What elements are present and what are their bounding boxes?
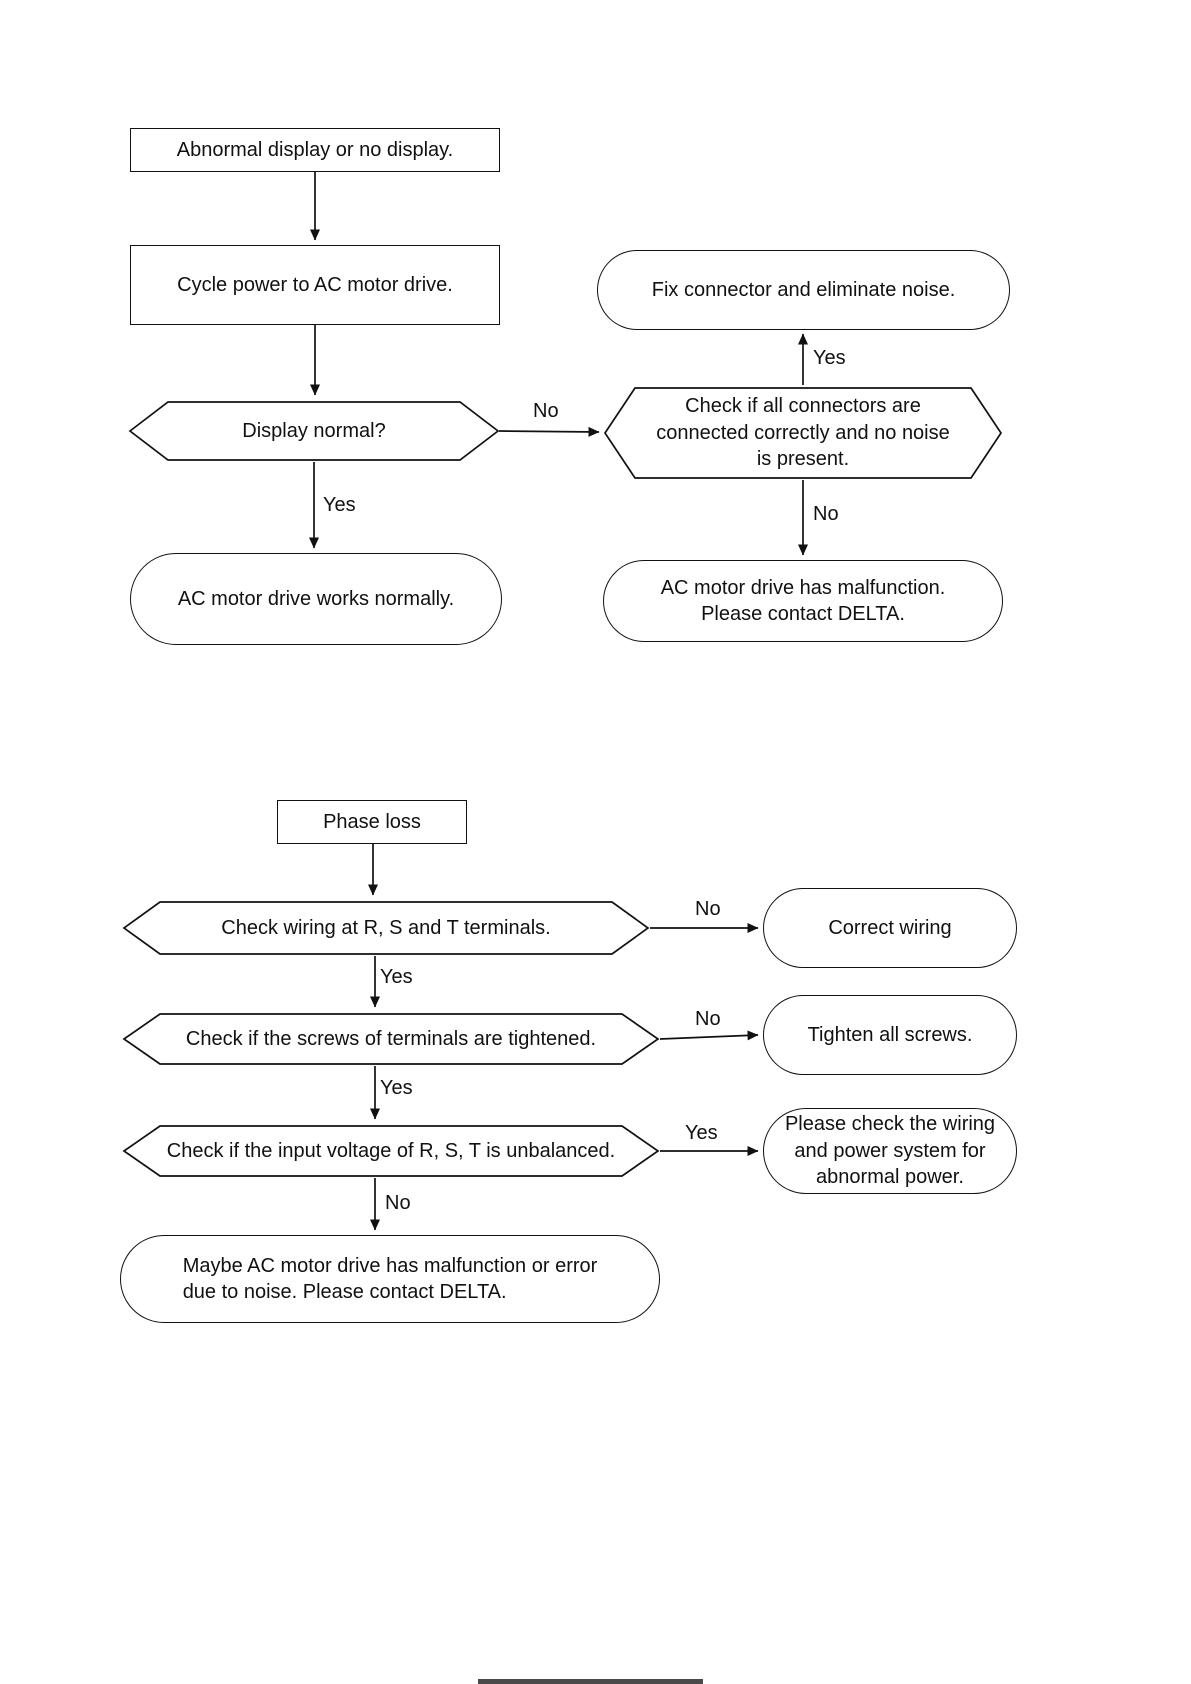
node-fix-connector xyxy=(597,250,1010,330)
edge-label-screws-yes: Yes xyxy=(380,1077,413,1099)
node-cycle-power xyxy=(130,245,500,325)
edge-label-display-no: No xyxy=(533,400,559,422)
edge-label-connectors-yes: Yes xyxy=(813,347,846,369)
node-check-power-system-label: Please check the wiring and power system for abnormal power. xyxy=(784,1113,996,1189)
node-works-normally xyxy=(130,553,502,645)
decision-check-voltage-label: Check if the input voltage of R, S, T is unbalanced. xyxy=(166,1139,616,1162)
node-tighten-screws xyxy=(763,995,1017,1075)
decision-check-screws xyxy=(122,1012,660,1066)
edge-label-wiring-no: No xyxy=(695,898,721,920)
edge-label-connectors-no: No xyxy=(813,503,839,525)
edge-label-display-yes: Yes xyxy=(323,494,356,516)
node-phase-loss-label: Phase loss xyxy=(323,810,421,833)
node-maybe-malfunction-label: Maybe AC motor drive has malfunction or error due to noise. Please contact DELTA. xyxy=(182,1254,598,1303)
decision-check-screws-label: Check if the screws of terminals are tightened. xyxy=(185,1027,597,1050)
decision-display-normal-label: Display normal? xyxy=(242,419,386,442)
node-fix-connector-label: Fix connector and eliminate noise. xyxy=(651,278,956,301)
edge-label-voltage-yes: Yes xyxy=(685,1122,718,1144)
node-malfunction xyxy=(603,560,1003,642)
node-tighten-screws-label: Tighten all screws. xyxy=(807,1023,973,1046)
decision-check-connectors-label: Check if all connectors are connected correctly and no noise is present. xyxy=(656,395,950,471)
node-check-power-system xyxy=(763,1108,1017,1194)
decision-check-voltage xyxy=(122,1124,660,1178)
node-abnormal-display-label: Abnormal display or no display. xyxy=(176,138,454,161)
node-cycle-power-label: Cycle power to AC motor drive. xyxy=(177,273,453,296)
node-maybe-malfunction xyxy=(120,1235,660,1323)
node-abnormal-display xyxy=(130,128,500,172)
edge-label-screws-no: No xyxy=(695,1008,721,1030)
decision-check-wiring xyxy=(122,900,650,956)
node-works-normally-label: AC motor drive works normally. xyxy=(177,587,455,610)
edge-label-voltage-no: No xyxy=(385,1192,411,1214)
decision-check-wiring-label: Check wiring at R, S and T terminals. xyxy=(221,916,551,939)
footer-artifact xyxy=(478,1679,703,1684)
node-correct-wiring xyxy=(763,888,1017,968)
node-phase-loss xyxy=(277,800,467,844)
decision-check-connectors xyxy=(603,386,1003,480)
node-correct-wiring-label: Correct wiring xyxy=(828,916,952,939)
decision-display-normal xyxy=(128,400,500,462)
edge-label-wiring-yes: Yes xyxy=(380,966,413,988)
node-malfunction-label: AC motor drive has malfunction. Please contact DELTA. xyxy=(660,576,946,625)
